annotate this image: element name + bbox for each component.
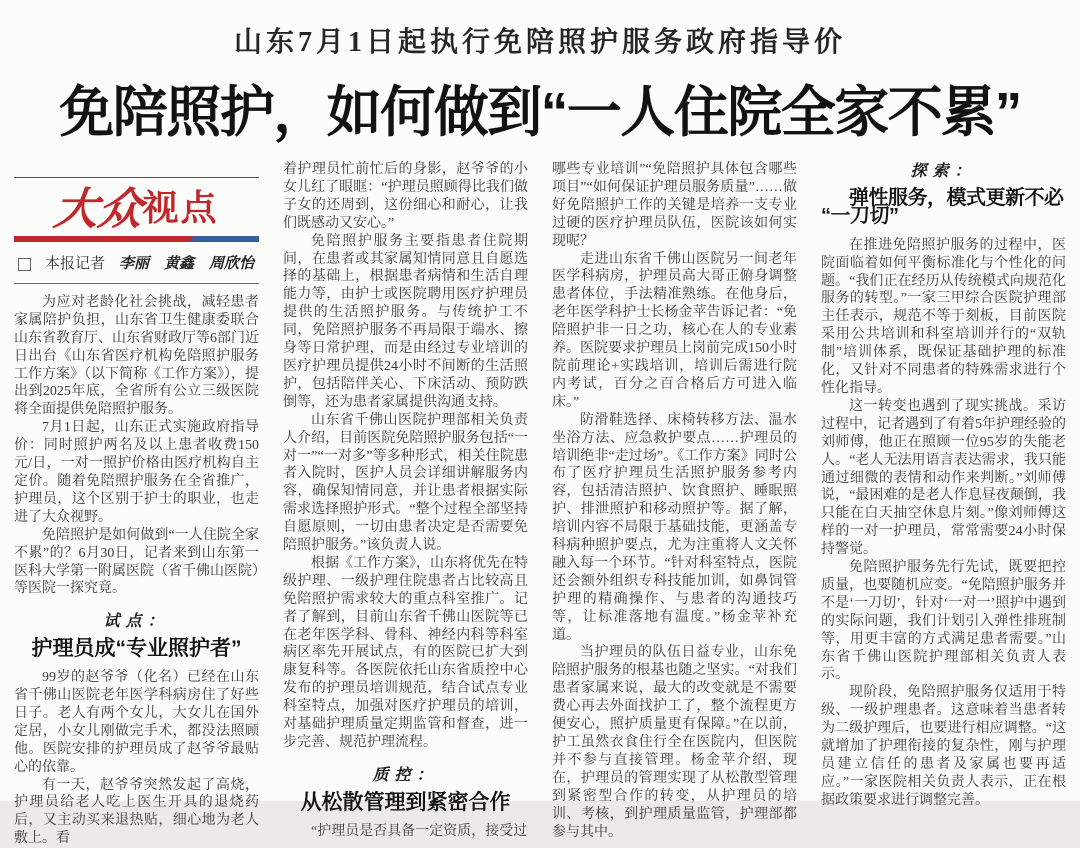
section-title-quality: 从松散管理到紧密合作	[300, 790, 511, 814]
paragraph: 有一天，赵爷爷突然发起了高烧，护理员给老人吃上医生开具的退烧药后，又主动买来退热贴，细心地为老人敷上。看	[14, 777, 259, 847]
masthead	[14, 177, 259, 284]
paragraph: 走进山东省千佛山医院另一间老年医学科病房，护理员高大哥正俯身调整患者体位，手法精准熟练。在他身后，老年医学科护士长杨金苹告诉记者：“免陪照护非一日之功，核心在人的专业素养。医院要求护理员上岗前完成150小时院前理论+实践培训，培训后需进行院内考试，百分之百合格后方可进入临床。”	[552, 251, 797, 410]
logo-text-shidian: 视点	[142, 188, 219, 228]
paragraph: 哪些专业培训”“免陪照护具体包含哪些项目”“如何保证护理员服务质量”……做好免陪照护工作的关键是培养一支专业过硬的医疗护理员队伍，医院该如何实现呢？	[552, 162, 797, 249]
paragraph: 99岁的赵爷爷（化名）已经在山东省千佛山医院老年医学科病房住了好些日子。老人有两个女儿，大女儿在国外定居，小女儿刚做完手术，都没法照顾他。医院安排的护理员成了赵爷爷最贴心的依靠。	[14, 670, 259, 775]
section-title-explore	[821, 186, 1066, 227]
paragraph: 当护理员的队伍日益专业，山东免陪照护服务的根基也随之坚实。“对我们患者家属来说，最大的改变就是不需要费心再去外面找护工了，整个流程更方便安心，照护质量更有保障。”在以前，护工虽然衣食住行全在医院内，但医院并不参与直接管理。杨金苹介绍，现在，护理员的管理实现了从松散型管理到紧密型合作的转变，从护理员的培训、考核，到护理质量监管，护理部都参与其中。	[552, 645, 797, 840]
paragraph: 免陪照护是如何做到“一人住院全家不累”的？6月30日，记者来到山东第一医科大学第一附属医院（省千佛山医院）等医院一探究竟。	[14, 527, 259, 597]
body-column-2	[283, 161, 528, 848]
section-title-pilot: 护理员成“专业照护者”	[31, 637, 242, 661]
section-label-quality: 质控：	[372, 766, 439, 784]
section-title-explore-line2: “一刀切”	[821, 204, 899, 227]
section-title-explore-line1: 弹性服务，模式更新不必	[849, 186, 1064, 209]
paragraph: 现阶段，免陪照护服务仅适用于特级、一级护理患者。这意味着当患者转为二级护理后，也要进行相应调整。“这就增加了护理衔接的复杂性，刚与护理员建立信任的患者及家属也要再适应。”一家医院相关负责人表示，正在根据政策要求进行调整完善。	[821, 685, 1066, 808]
paragraph: 免陪照护服务先行先试，既要把控质量，也要随机应变。“免陪照护服务并不是‘一刀切’，针对‘一对一’照护中遇到的实际问题，我们计划引入弹性排班制等，用更丰富的方式满足患者需要。”山东省千佛山医院护理部相关负责人表示。	[821, 560, 1066, 683]
paragraph: 这一转变也遇到了现实挑战。采访过程中，记者遇到了有着5年护理经验的刘师傅，他正在照顾一位95岁的失能老人。“老人无法用语言表达需求，我只能通过细微的表情和动作来判断。”刘师傅说，“最困难的是老人作息昼夜颠倒，我只能在白天抽空休息片刻。”像刘师傅这样的一对一护理员，常常需要24小时保持警觉。	[821, 398, 1066, 558]
logo-text-dazhong: 大众	[51, 185, 146, 234]
article-body	[12, 161, 1068, 848]
main-headline: 免陪照护，如何做到“一人住院全家不累”	[59, 81, 1021, 143]
body-column-3	[552, 161, 797, 848]
paragraph: 防滑鞋选择、床椅转移方法、温水坐浴方法、应急救护要点……护理员的培训绝非“走过场”。《工作方案》同时公布了医疗护理员生活照护服务参考内容，包括清洁照护、饮食照护、睡眠照护、排泄照护和移动照护等。据了解，培训内容不局限于基础技能，更涵盖专科病种照护要点，尤为注重将人文关怀融入每一个环节。“针对科室特点，医院还会额外组织专科技能加训，如鼻饲管护理的精确操作、与患者的沟通技巧等，让标准落地有温度。”杨金苹补充道。	[552, 412, 797, 643]
paragraph: 山东省千佛山医院护理部相关负责人介绍，目前医院免陪照护服务包括“一对一”“一对多”等多种形式，相关住院患者入院时，医护人员会详细讲解服务内容，确保知情同意，并让患者根据实际需求选择照护形式。“整个过程全部坚持自愿原则，一切由患者决定是否需要免陪照护服务。”该负责人说。	[283, 412, 528, 554]
byline-reporters: 李丽 黄鑫 周欣怡	[119, 256, 255, 272]
dazhong-shidian-logo	[14, 185, 259, 234]
logo-underline-bar	[14, 236, 259, 242]
kicker-headline: 山东7月1日起执行免陪照护服务政府指导价	[233, 27, 846, 58]
paragraph: 着护理员忙前忙后的身影，赵爷爷的小女儿红了眼眶：“护理员照顾得比我们做子女的还周到，这份细心和耐心，让我们既感动又安心。”	[283, 162, 528, 231]
masthead-top-rule	[14, 177, 259, 178]
paragraph: “护理员是否具备一定资质，接受过	[311, 823, 528, 839]
paragraph: 为应对老龄化社会挑战，减轻患者家属陪护负担，山东省卫生健康委联合山东省教育厅、山东省财政厅等6部门近日出台《山东省医疗机构免陪照护服务工作方案》（以下简称《工作方案》），提出到2025年底，全省所有公立三级医院将全面提供免陪照护服务。	[14, 294, 259, 418]
body-column-1	[14, 161, 259, 848]
body-column-4	[821, 161, 1066, 848]
paragraph: 在推进免陪照护服务的过程中，医院面临着如何平衡标准化与个性化的问题。“我们正在经历从传统模式向规范化服务的转型。”一家三甲综合医院护理部主任表示，规范不等于刻板，目前医院采用公共培训和科室培训并行的“双轨制”培训体系，既保证基础护理的标准化，又针对不同患者的特殊需求进行个性化指导。	[821, 237, 1066, 396]
paragraph: 免陪照护服务主要指患者住院期间，在患者或其家属知情同意且自愿选择的基础上，根据患者病情和生活自理能力等，由护士或医院聘用医疗护理员提供的生活照护服务。与传统护工不同，免陪照护服务不再局限于端水、擦身等日常护理，而是由经过专业培训的医疗护理员提供24小时不间断的生活照护，包括陪伴关心、下床活动、预防跌倒等，还为患者家属提供沟通支持。	[283, 233, 528, 410]
section-label-pilot: 试点：	[103, 613, 170, 631]
byline-label: 本报记者	[45, 256, 106, 272]
paragraph: 根据《工作方案》，山东将优先在特级护理、一级护理住院患者占比较高且免陪照护需求较大的重点科室推广。记者了解到，目前山东省千佛山医院等已在老年医学科、骨科、神经内科等科室病区率先开展试点，有的医院已扩大到康复科等。各医院依托山东省质控中心发布的护理员培训规范，结合试点专业科室特点，加强对医疗护理员的培训，对基础护理质量定期监管和督查，进一步完善、规范护理流程。	[283, 555, 528, 750]
byline-square-icon	[18, 258, 31, 271]
byline	[14, 256, 259, 284]
section-label-explore: 探索：	[910, 163, 977, 180]
paragraph: 7月1日起，山东正式实施政府指导价：同时照护两名及以上患者收费150元/日，一对一照护价格由医疗机构自主定价。随着免陪照护服务在全省推广，护理员，这个区别于护士的职业，也走进了大众视野。	[14, 420, 259, 525]
